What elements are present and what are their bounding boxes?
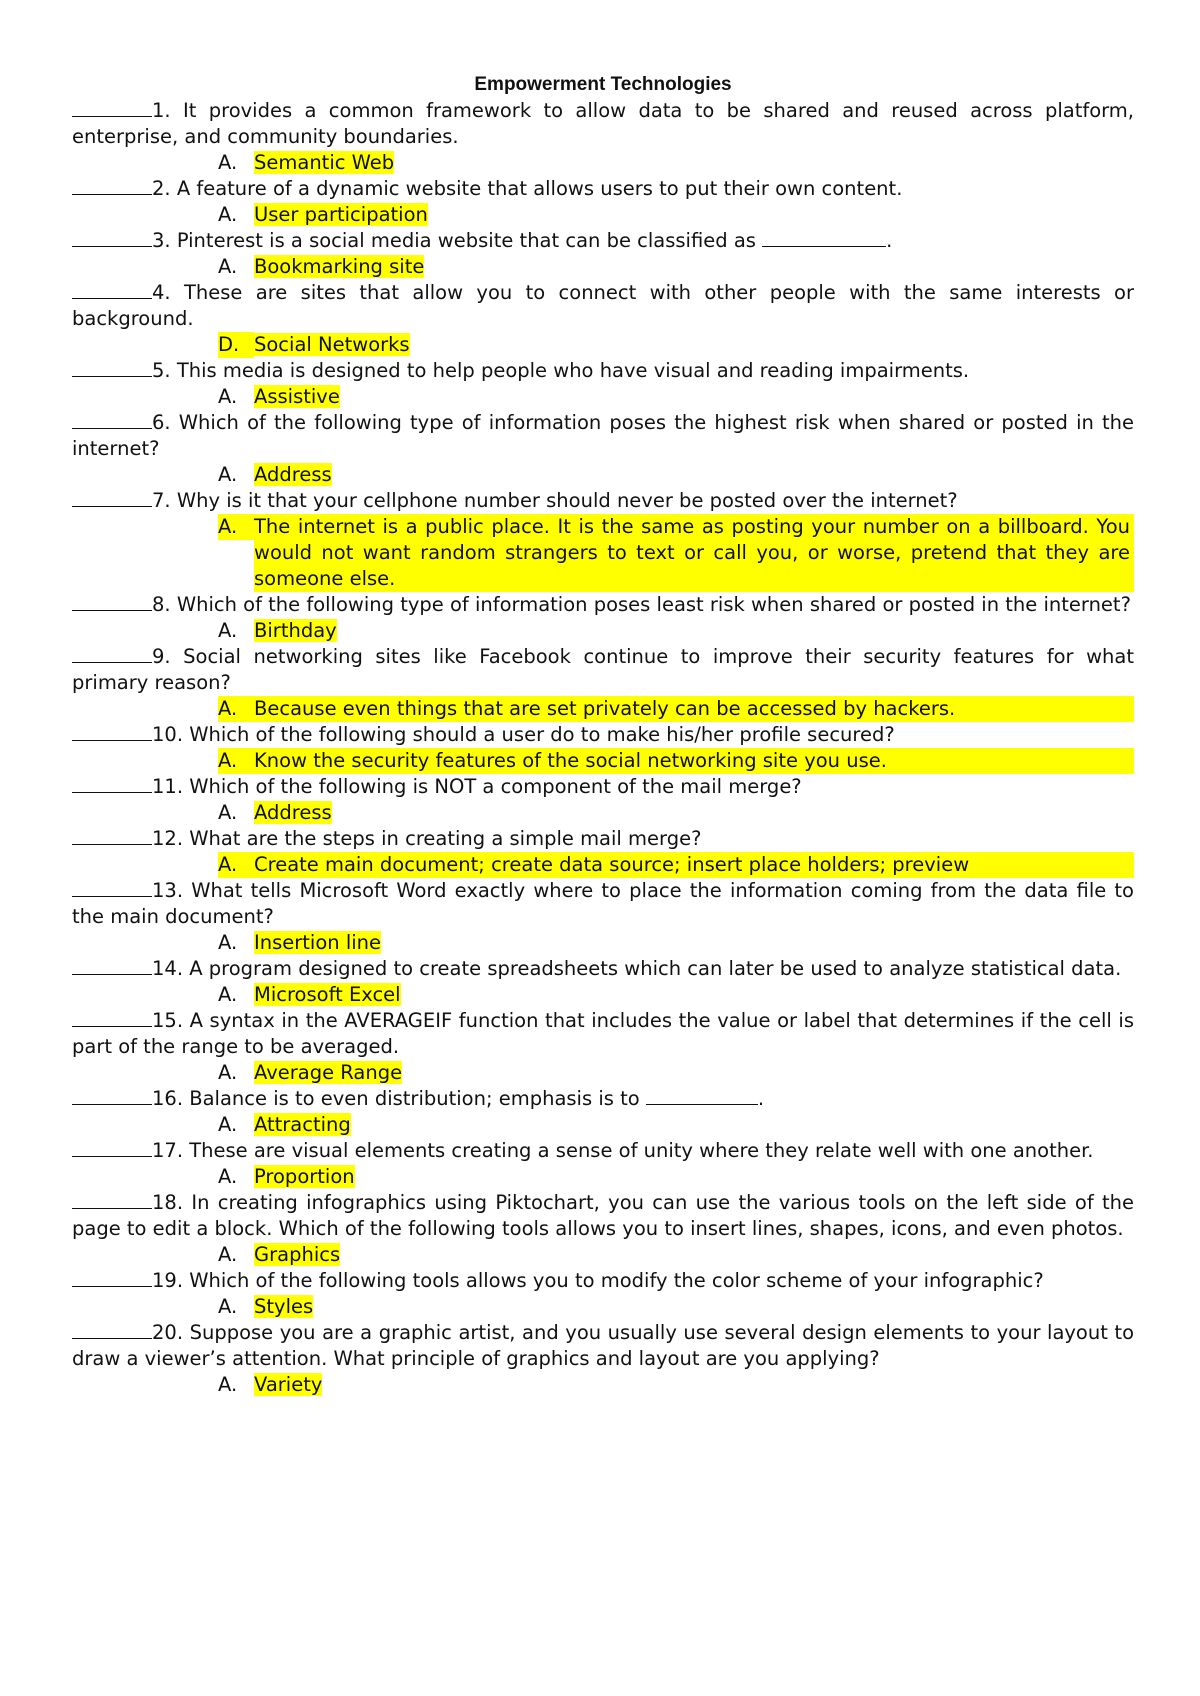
answer-10 [218,748,1134,774]
question-text: Social networking sites like Facebook continue to improve their security features for what primary reason? [72,645,1134,694]
answer-text: Social Networks [254,333,410,356]
answer-text-wrap [254,1294,1134,1320]
answer-text-wrap [254,254,1134,280]
answer-text-wrap [254,1060,1134,1086]
answer-text-wrap [254,332,1134,358]
question-end: . [757,1087,765,1110]
answer-4 [218,332,1134,358]
question-20 [72,1320,1134,1372]
question-15 [72,1008,1134,1060]
question-11 [72,774,1134,800]
answer-letter: A. [218,748,254,774]
question-text: Which of the following should a user do to make his/her profile secured? [189,723,895,746]
answer-blank-line [72,722,152,741]
answer-text: Address [254,801,332,824]
question-text: A feature of a dynamic website that allows users to put their own content. [176,177,903,200]
answer-blank-line [72,878,152,897]
answer-text-wrap [254,1372,1134,1398]
answer-text: Create main document; create data source; insert place holders; preview [254,853,970,876]
answer-blank-line [72,1268,152,1287]
answer-letter: A. [218,619,238,642]
question-text: It provides a common framework to allow data to be shared and reused across platform, enterprise, and community boundaries. [72,99,1135,148]
question-text: What tells Microsoft Word exactly where to place the information coming from the data file to the main document? [72,879,1134,928]
question-number: 20. [152,1321,184,1344]
answer-text-wrap [254,462,1134,488]
answer-text: Microsoft Excel [254,983,401,1006]
answer-letter: A. [218,1061,238,1084]
question-number: 8. [152,593,171,616]
answer-blank-line [72,1190,152,1209]
answer-letter: A. [218,463,238,486]
answer-text: User participation [254,203,428,226]
question-text: A syntax in the AVERAGEIF function that includes the value or label that determines if the cell is part of the range to be averaged. [72,1009,1134,1058]
question-number: 6. [152,411,171,434]
question-number: 5. [152,359,171,382]
answer-blank-line [72,488,152,507]
answer-letter: A. [218,255,238,278]
answer-7 [218,514,1134,592]
question-number: 1. [152,99,171,122]
answer-letter: A. [218,151,238,174]
answer-text: Attracting [254,1113,351,1136]
question-1 [72,98,1134,150]
question-text: A program designed to create spreadsheets which can later be used to analyze statistical data. [189,957,1122,980]
answer-text-wrap [254,982,1134,1008]
answer-text-wrap [254,748,1134,774]
answer-text: Variety [254,1373,323,1396]
question-19 [72,1268,1134,1294]
answer-text: Styles [254,1295,314,1318]
question-3 [72,228,1134,254]
answer-letter: A. [218,1165,238,1188]
page-title: Empowerment Technologies [474,74,732,95]
answer-letter: A. [218,1113,238,1136]
answer-text-wrap [254,202,1134,228]
answer-20 [218,1372,1134,1398]
answer-blank-line [72,592,152,611]
answer-text-wrap [254,1164,1134,1190]
answer-letter: A. [218,696,254,722]
question-text: Pinterest is a social media website that can be classified as [176,229,756,252]
question-text: What are the steps in creating a simple mail merge? [189,827,702,850]
answer-blank-line [72,410,152,429]
question-text: These are visual elements creating a sense of unity where they relate well with one another. [189,1139,1094,1162]
answer-3 [218,254,1134,280]
answer-text-wrap [254,384,1134,410]
answer-text-wrap [254,1112,1134,1138]
answer-letter: A. [218,203,238,226]
answer-blank-line [72,774,152,793]
question-number: 4. [152,281,171,304]
answer-blank-line [72,98,152,117]
question-number: 14. [152,957,184,980]
answer-text-wrap [254,618,1134,644]
fill-in-blank [762,228,886,247]
answer-blank-line [72,1086,152,1105]
question-4 [72,280,1134,332]
answer-15 [218,1060,1134,1086]
question-text: Which of the following type of information poses the highest risk when shared or posted in the internet? [72,411,1135,460]
question-7 [72,488,1134,514]
question-text: In creating infographics using Piktochart, you can use the various tools on the left side of the page to edit a block. Which of the following tools allows you to insert lines, shapes, icons, and even photos. [72,1191,1134,1240]
answer-blank-line [72,956,152,975]
answer-18 [218,1242,1134,1268]
answer-17 [218,1164,1134,1190]
answer-text: Insertion line [254,931,382,954]
question-16 [72,1086,1134,1112]
answer-letter: A. [218,852,254,878]
question-number: 17. [152,1139,184,1162]
answer-16 [218,1112,1134,1138]
answer-letter: A. [218,931,238,954]
fill-in-blank [646,1086,758,1105]
question-text: Suppose you are a graphic artist, and you usually use several design elements to your layout to draw a viewer’s attention. What principle of graphics and layout are you applying? [72,1321,1135,1370]
question-text: Which of the following is NOT a component of the mail merge? [189,775,802,798]
question-number: 13. [152,879,184,902]
answer-text: The internet is a public place. It is the same as posting your number on a billboard. You would not want random strangers to text or call you, or worse, pretend that they are someone else. [254,515,1130,590]
question-18 [72,1190,1134,1242]
answer-text: Know the security features of the social networking site you use. [254,749,887,772]
answer-letter: A. [218,514,254,540]
answer-blank-line [72,176,152,195]
answer-text-wrap [254,930,1134,956]
question-text: Which of the following tools allows you to modify the color scheme of your infographic? [189,1269,1044,1292]
question-end: . [886,229,893,252]
answer-12 [218,852,1134,878]
answer-text: Semantic Web [254,151,395,174]
question-6 [72,410,1134,462]
answer-letter: A. [218,801,238,824]
answer-text-wrap [254,696,1134,722]
answer-letter: A. [218,385,238,408]
question-number: 16. [152,1087,184,1110]
question-13 [72,878,1134,930]
answer-text: Bookmarking site [254,255,425,278]
question-9 [72,644,1134,696]
answer-letter: A. [218,1243,238,1266]
answer-text: Assistive [254,385,340,408]
question-10 [72,722,1134,748]
question-5 [72,358,1134,384]
question-12 [72,826,1134,852]
answer-6 [218,462,1134,488]
question-number: 11. [152,775,184,798]
answer-13 [218,930,1134,956]
answer-text-wrap [254,150,1134,176]
question-text: These are sites that allow you to connect with other people with the same interests or background. [72,281,1135,330]
question-text: This media is designed to help people who have visual and reading impairments. [176,359,970,382]
answer-text-wrap [254,1242,1134,1268]
question-2 [72,176,1134,202]
answer-text-wrap [254,800,1134,826]
answer-8 [218,618,1134,644]
answer-blank-line [72,228,152,247]
answer-text-wrap [254,852,1134,878]
question-number: 3. [152,229,171,252]
answer-text: Proportion [254,1165,355,1188]
question-14 [72,956,1134,982]
question-number: 15. [152,1009,184,1032]
answer-1 [218,150,1134,176]
question-number: 9. [152,645,171,668]
question-text: Why is it that your cellphone number should never be posted over the internet? [176,489,958,512]
answer-blank-line [72,1008,152,1027]
answer-letter: A. [218,983,238,1006]
answer-blank-line [72,280,152,299]
answer-text: Graphics [254,1243,341,1266]
question-number: 10. [152,723,184,746]
answer-5 [218,384,1134,410]
answer-text: Because even things that are set privately can be accessed by hackers. [254,697,956,720]
answer-letter: D. [218,332,254,358]
answer-blank-line [72,1138,152,1157]
question-text: Which of the following type of information poses least risk when shared or posted in the internet? [176,593,1131,616]
answer-14 [218,982,1134,1008]
answer-blank-line [72,358,152,377]
answer-letter: A. [218,1295,238,1318]
question-8 [72,592,1134,618]
question-number: 19. [152,1269,184,1292]
answer-text: Address [254,463,332,486]
question-number: 12. [152,827,184,850]
answer-9 [218,696,1134,722]
answer-text-wrap [254,514,1134,592]
answer-text: Birthday [254,619,337,642]
question-text: Balance is to even distribution; emphasis is to [189,1087,640,1110]
question-17 [72,1138,1134,1164]
question-list [72,98,1134,1398]
question-number: 2. [152,177,171,200]
answer-blank-line [72,826,152,845]
quiz-page [72,72,1134,1398]
question-number: 7. [152,489,171,512]
answer-blank-line [72,1320,152,1339]
answer-11 [218,800,1134,826]
question-number: 18. [152,1191,184,1214]
answer-text: Average Range [254,1061,403,1084]
answer-blank-line [72,644,152,663]
answer-19 [218,1294,1134,1320]
answer-letter: A. [218,1373,238,1396]
answer-2 [218,202,1134,228]
